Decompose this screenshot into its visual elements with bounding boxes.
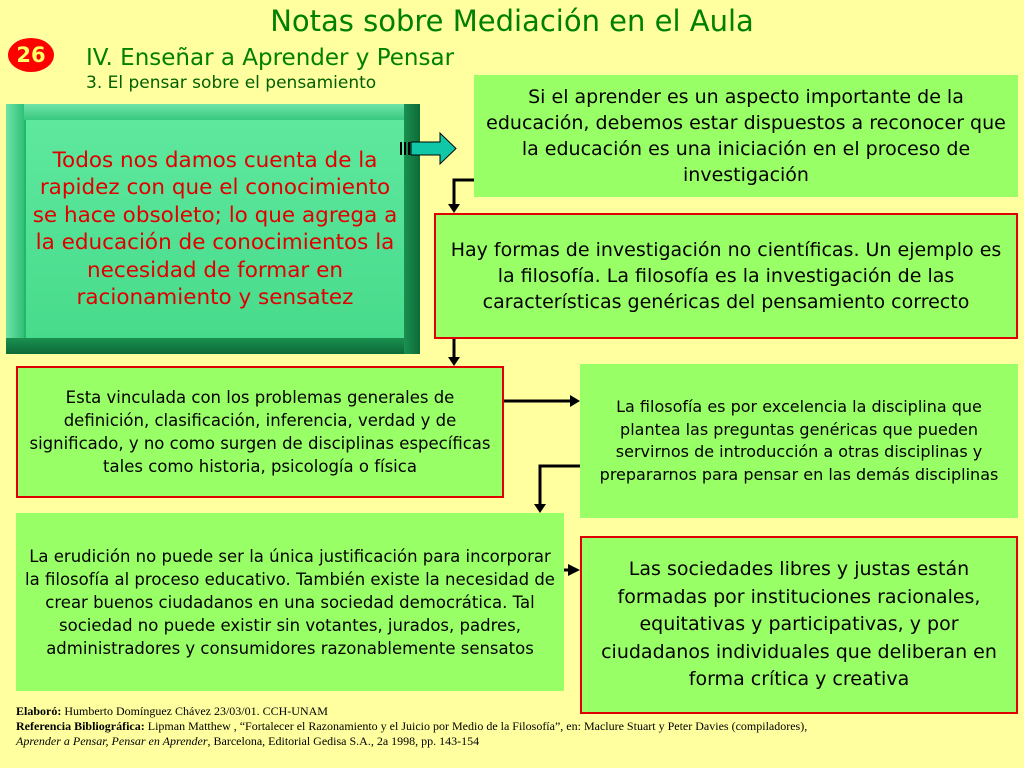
box-erudicion-ciudadanos: La erudición no puede ser la única justificación para incorporar la filosofía al proceso educativo. También existe la necesidad de crear buenos ciudadanos en una sociedad democrática. Tal sociedad no puede existir sin votantes, jurados, padres, administradores y consumidores razonablemente sensatos bbox=[16, 513, 564, 691]
arrowhead-5 bbox=[568, 564, 580, 576]
footer-reference bbox=[16, 719, 1016, 734]
box-filosofia-disciplina: La filosofía es por excelencia la disciplina que plantea las preguntas genéricas que pueden servirnos de introducción a otras disciplinas y prepararnos para pensar en las demás disciplinas bbox=[580, 364, 1018, 518]
section-subheading: 3. El pensar sobre el pensamiento bbox=[86, 73, 377, 93]
main-statement-text: Todos nos damos cuenta de la rapidez con que el conocimiento se hace obsoleto; lo que agrega a la educación de conocimientos la necesidad de formar en racionamiento y sensatez bbox=[26, 120, 404, 338]
box-aprender-investigacion: Si el aprender es un aspecto importante de la educación, debemos estar dispuestos a reconocer que la educación es una iniciación en el proceso de investigación bbox=[474, 75, 1018, 197]
box-sociedades-libres: Las sociedades libres y justas están formadas por instituciones racionales, equitativas y participativas, y por ciudadanos individuales que deliberan en forma crítica y creativa bbox=[580, 536, 1018, 714]
footer-credits bbox=[16, 704, 1016, 749]
box-problemas-generales: Esta vinculada con los problemas generales de definición, clasificación, inferencia, verdad y de significado, y no como surgen de disciplinas específicas tales como historia, psicología o física bbox=[16, 366, 504, 498]
elaboro-text: Humberto Domínguez Chávez 23/03/01. CCH-UNAM bbox=[64, 704, 328, 718]
arrowhead-3 bbox=[570, 395, 580, 407]
box-investigacion-filosofia: Hay formas de investigación no científicas. Un ejemplo es la filosofía. La filosofía es la investigación de las características genéricas del pensamiento correcto bbox=[434, 213, 1018, 339]
connector-arrow-1 bbox=[454, 180, 474, 206]
connector-arrow-4 bbox=[540, 466, 580, 506]
elaboro-label: Elaboró: bbox=[16, 704, 62, 718]
arrowhead-1 bbox=[448, 204, 460, 213]
block-arrow-icon bbox=[400, 133, 456, 164]
arrowhead-4 bbox=[534, 504, 546, 513]
footer-elaboro bbox=[16, 704, 1016, 719]
reference-text: Lipman Matthew , “Fortalecer el Razonamiento y el Juicio por Medio de la Filosofía”, en: Maclure Stuart y Peter Davies (compiladores), bbox=[147, 719, 808, 733]
reference-book-title: Aprender a Pensar, Pensar en Aprender bbox=[16, 734, 208, 748]
arrowhead-2 bbox=[448, 357, 460, 366]
footer-reference-cont bbox=[16, 734, 1016, 749]
reference-label: Referencia Bibliográfica: bbox=[16, 719, 145, 733]
section-subtitle: IV. Enseñar a Aprender y Pensar bbox=[86, 45, 455, 71]
slide-number-badge: 26 bbox=[8, 38, 54, 72]
page-title: Notas sobre Mediación en el Aula bbox=[270, 4, 754, 38]
reference-tail: , Barcelona, Editorial Gedisa S.A., 2a 1998, pp. 143-154 bbox=[207, 734, 480, 748]
